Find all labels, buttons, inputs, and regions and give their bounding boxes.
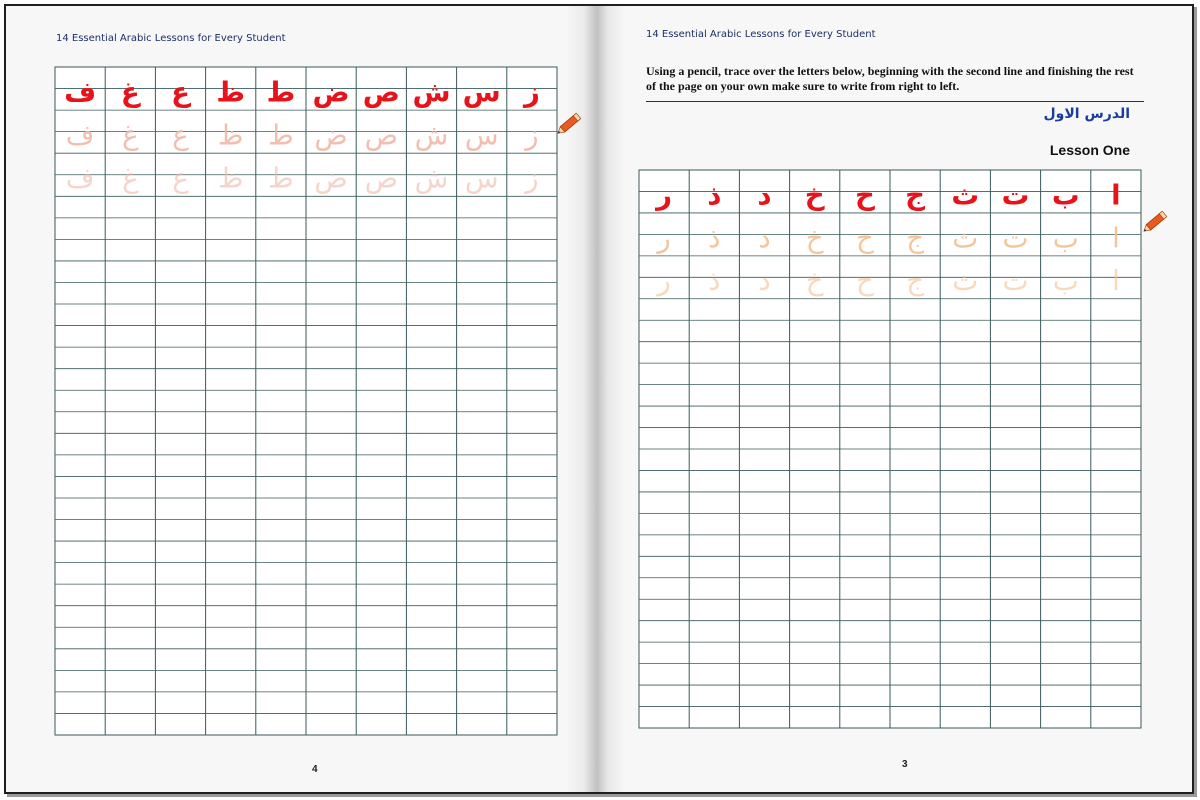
- right-model-letter: ا: [1111, 178, 1121, 212]
- right-trace-letter: ج: [906, 264, 925, 298]
- right-trace-letter: ب: [1052, 264, 1079, 298]
- right-trace-letter: ث: [952, 264, 979, 298]
- pencil-icon: [556, 106, 588, 138]
- left-trace-letter: ظ: [217, 161, 244, 195]
- right-trace-letter: ج: [906, 221, 925, 255]
- right-trace-letter: ت: [1002, 264, 1029, 298]
- right-model-letter: خ: [804, 178, 825, 212]
- right-model-letter: ت: [1001, 178, 1030, 212]
- right-grid-svg: [638, 169, 1142, 729]
- right-trace-letter: ا: [1112, 264, 1120, 298]
- left-grid-svg: [54, 66, 558, 736]
- lesson-title-arabic: الدرس الاول: [1043, 106, 1130, 122]
- left-trace-letter: س: [464, 118, 499, 152]
- right-model-letter: ج: [905, 178, 926, 212]
- right-trace-letter: ر: [657, 264, 671, 298]
- right-trace-letter: ذ: [708, 264, 721, 298]
- right-model-letter: ب: [1051, 178, 1080, 212]
- instruction-text: Using a pencil, trace over the letters below, beginning with the second line and finishing the rest of the page on your own make sure to write from right to left.: [646, 64, 1134, 93]
- right-practice-grid: [638, 169, 1142, 729]
- left-page-header: 14 Essential Arabic Lessons for Every Student: [56, 33, 286, 44]
- left-trace-letter: غ: [122, 161, 139, 195]
- lesson-title-english: Lesson One: [1049, 142, 1130, 158]
- right-model-letter: ر: [656, 178, 673, 212]
- right-trace-letter: ح: [855, 221, 874, 255]
- right-model-letter: د: [757, 178, 772, 212]
- left-practice-grid: [54, 66, 558, 736]
- left-trace-letter: ش: [414, 161, 449, 195]
- right-trace-letter: ت: [1002, 221, 1029, 255]
- right-model-letter: ذ: [707, 178, 722, 212]
- right-model-letter: ح: [854, 178, 875, 212]
- left-model-letter: ف: [64, 75, 97, 109]
- left-model-letter: ض: [312, 75, 350, 109]
- right-trace-letter: د: [758, 221, 771, 255]
- right-trace-letter: ذ: [708, 221, 721, 255]
- left-trace-letter: ش: [414, 118, 449, 152]
- left-model-letter: غ: [120, 75, 140, 109]
- left-trace-letter: ض: [314, 161, 348, 195]
- right-page-number: 3: [902, 759, 908, 770]
- left-model-letter: ز: [523, 75, 540, 109]
- right-page-header: 14 Essential Arabic Lessons for Every Student: [646, 29, 876, 40]
- left-model-letter: ظ: [216, 75, 246, 109]
- left-trace-letter: ز: [525, 118, 539, 152]
- right-trace-letter: ث: [952, 221, 979, 255]
- left-model-letter: ش: [412, 75, 451, 109]
- left-trace-letter: ف: [65, 118, 95, 152]
- book-spread: [4, 4, 1194, 794]
- left-model-letter: ع: [171, 75, 190, 109]
- right-model-letter: ث: [951, 178, 980, 212]
- left-trace-letter: ع: [172, 118, 189, 152]
- right-trace-letter: ا: [1112, 221, 1120, 255]
- left-page-number: 4: [312, 764, 318, 775]
- left-model-letter: س: [462, 75, 501, 109]
- right-trace-letter: خ: [805, 221, 824, 255]
- left-trace-letter: غ: [122, 118, 139, 152]
- left-trace-letter: ف: [65, 161, 95, 195]
- left-model-letter: ص: [362, 75, 400, 109]
- left-trace-letter: ز: [525, 161, 539, 195]
- left-trace-letter: ط: [268, 118, 294, 152]
- left-trace-letter: س: [464, 161, 499, 195]
- right-trace-letter: ب: [1052, 221, 1079, 255]
- left-trace-letter: ص: [364, 118, 398, 152]
- instruction-divider: [646, 101, 1144, 102]
- pencil-icon: [1142, 204, 1174, 236]
- left-trace-letter: ع: [172, 161, 189, 195]
- left-model-letter: ط: [266, 75, 296, 109]
- right-trace-letter: ر: [657, 221, 671, 255]
- left-trace-letter: ظ: [217, 118, 244, 152]
- left-trace-letter: ض: [314, 118, 348, 152]
- left-trace-letter: ط: [268, 161, 294, 195]
- right-trace-letter: د: [758, 264, 771, 298]
- right-trace-letter: خ: [805, 264, 824, 298]
- right-trace-letter: ح: [855, 264, 874, 298]
- left-trace-letter: ص: [364, 161, 398, 195]
